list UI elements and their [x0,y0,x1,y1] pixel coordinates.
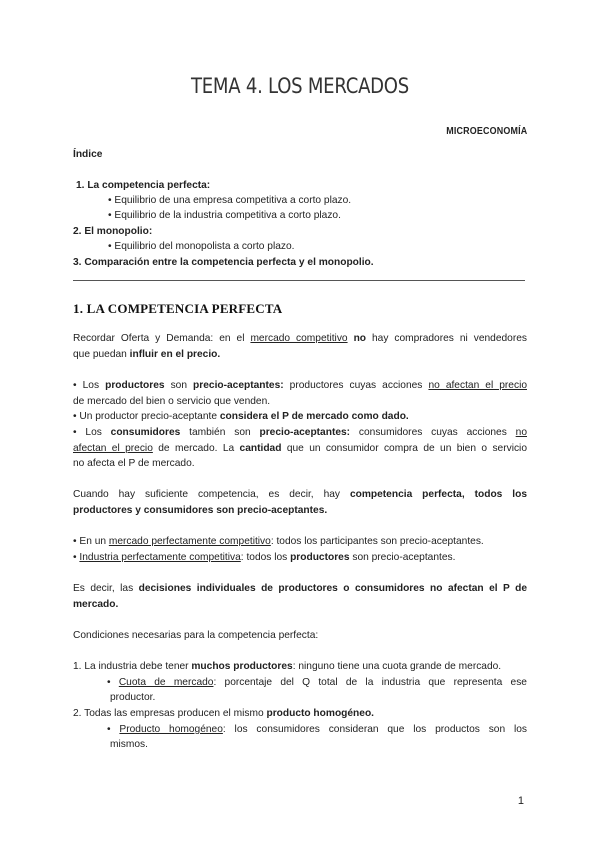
condition-1-sub-line-2: productor. [110,692,156,703]
paragraph-3-line-2: productores y consumidores son precio-aceptantes. [73,505,328,516]
index-item-1: 1. La competencia perfecta: [76,180,211,191]
paragraph-2-line-1: • Los productores son precio-aceptantes: productores cuyas acciones no afectan el precio [73,380,527,391]
index-subitem-1a: • Equilibrio de una empresa competitiva a corto plazo. [108,195,352,206]
index-heading: Índice [73,149,103,160]
paragraph-2-line-4: • Los consumidores también son precio-aceptantes: consumidores cuyas acciones no [73,427,527,438]
condition-2-sub-line-2: mismos. [110,739,148,750]
condition-1: 1. La industria debe tener muchos productores: ninguno tiene una cuota grande de mercado. [73,661,502,672]
paragraph-2-line-2: de mercado del bien o servicio que venden. [73,396,271,407]
page-number: 1 [517,795,524,807]
paragraph-6: Condiciones necesarias para la competencia perfecta: [73,630,319,641]
index-item-3: 3. Comparación entre la competencia perfecta y el monopolio. [73,257,374,268]
paragraph-4-line-2: • Industria perfectamente competitiva: todos los productores son precio-aceptantes. [73,552,456,563]
condition-2-sub-line-1: • Producto homogéneo: los consumidores consideran que los productos son los [107,724,527,735]
subject-label: MICROECONOMÍA [445,125,527,137]
paragraph-2-line-3: • Un productor precio-aceptante considera el P de mercado como dado. [73,411,409,422]
condition-1-sub-line-1: • Cuota de mercado: porcentaje del Q total de la industria que representa ese [107,677,527,688]
section-heading: 1. LA COMPETENCIA PERFECTA [73,301,283,316]
paragraph-4-line-1: • En un mercado perfectamente competitivo: todos los participantes son precio-aceptantes. [73,536,484,547]
paragraph-3-line-1: Cuando hay suficiente competencia, es decir, hay competencia perfecta, todos los [73,489,528,500]
document-title: TEMA 4. LOS MERCADOS [191,74,409,98]
paragraph-2-line-6: no afecta el P de mercado. [73,458,195,469]
index-item-2: 2. El monopolio: [73,226,153,237]
index-subitem-1b: • Equilibrio de la industria competitiva a corto plazo. [108,210,341,221]
paragraph-5-line-2: mercado. [73,599,119,610]
condition-2: 2. Todas las empresas producen el mismo producto homogéneo. [73,708,374,719]
paragraph-1-line-2: que puedan influir en el precio. [73,349,221,360]
divider-line [73,280,525,281]
paragraph-1-line-1: Recordar Oferta y Demanda: en el mercado competitivo no hay compradores ni vendedores [73,333,527,344]
paragraph-2-line-5: afectan el precio de mercado. La cantidad que un consumidor compra de un bien o servicio [73,443,527,454]
index-subitem-2a: • Equilibrio del monopolista a corto plazo. [108,241,295,252]
paragraph-5-line-1: Es decir, las decisiones individuales de productores o consumidores no afectan el P de [73,583,527,594]
